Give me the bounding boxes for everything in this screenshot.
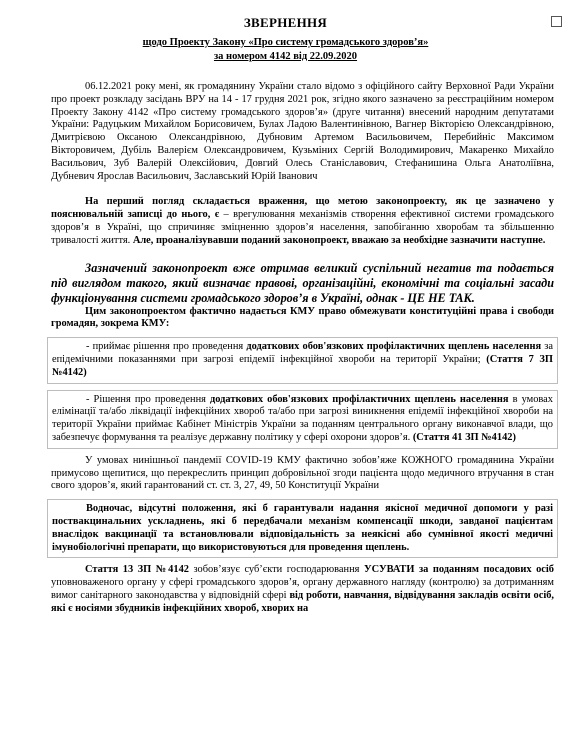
text-regular: - приймає рішення про проведення [86,341,247,353]
text-bold: Стаття 13 ЗП №4142 [85,564,189,576]
text-bold: додаткових обов'язкових профілактичних щеплень населення [210,393,509,405]
paragraph-article-13 [51,564,554,615]
document-title: ЗВЕРНЕННЯ [243,15,328,30]
document-body [51,81,554,616]
text-bold: (Стаття 41 ЗП №4142) [412,431,516,443]
text-regular: - Рішення про проведення [86,393,211,405]
text-regular: за епідемічними показаннями при загрозі епідемії інфекційної хвороби на території України; [52,341,553,365]
text-bold: додаткових обов'язкових профілактичних щеплень населення [246,341,542,353]
text-bold: На перший погляд складається враження, що метою законопроекту, як це зазначено у пояснювальній записці до нього, є [51,196,554,221]
text-regular: в умовах елімінації та/або ліквідації інфекційних хвороб та/або при загрозі виникнення епідемії інфекційної хвороби на території України приймає Кабінет Міністрів України за поданням центрального органу виконавчої влади, що забезпечує формування та реалізує державну політику у сфері охорони здоров’я. [52,393,553,443]
text-bold: (Стаття 7 ЗП №4142) [52,353,553,378]
text-bold: УСУВАТИ за поданням посадових осіб [363,564,554,576]
bullet-article-41 [47,390,558,449]
text-bold: Але, проаналізувавши поданий законопроект, вважаю за необхідне зазначити наступне. [132,234,546,246]
text-regular: уповноваженого органу у сфері громадського здоров’я, органу державного нагляду (контролю) за дотриманням вимог санітарного законодавства у відповідній сфері [51,577,554,601]
subtitle-line-1: щодо Проекту Закону «Про систему громадського здоров’я» [142,37,429,48]
paragraph-kmu-rights: Цим законопроектом фактично надається КМУ право обмежувати конституційні права і свободи громадян, зокрема КМУ: [51,305,554,330]
text-regular: – врегулювання механізмів створення ефективної системи громадського здоров’я в Україні, що спричиняє зміцненню здоров’я населення, запобіганню хворобам та збільшенню тривалості життя. [51,209,554,246]
text-bold: від роботи, навчання, відвідування закладів освіти осіб, які є носіями збудників інфекційних хвороб, хворих на [51,589,554,614]
paragraph-first-impression [51,196,554,247]
bullet-article-7 [47,337,558,383]
text-regular: зобов’язує суб’єкти господарювання [188,564,364,576]
paragraph-intro: 06.12.2021 року мені, як громадянину України стало відомо з офіційного сайту Верховної Ради України про проект розкладу засідань ВРУ на 14 - 17 грудня 2021 рок, згідно якого зазначено за реєстраційним номером Проекту Закону 4142 «Про систему громадського здоров’я» (друге читання) внесений народним депутатами України: Радуцьким Михайлом Борисовичем, Булах Ладою Валентинівною, Вагнер Вікторією Олександрівною, Дмитрієвою Оксаною Олександрівною, Дубновим Артемом Васильовичем, Перебийніс Максимом Вікторовичем, Дубіль Валерієм Олександровичем, Кузьміних Сергій Володимирович, Макаренко Михайло Васильович, Зуб Валерій Олексійович, Довгий Олесь Станіславович, Стефанишина Ольга Анатоліївна, Дубневич Ярослав Васильович, Заславський Юрій Іванович [51,81,554,182]
paragraph-no-guarantees: Водночас, відсутні положення, які б гарантували надання якісної медичної допомоги у разі поствакцинальних ускладнень, які б передбачали механізм компенсації шкоди, завданої пацієнтам внаслідок вакцинації та встановлювали відповідальність за неякісні або сумнівної якості медичні імунобіологічні препарати, що використовуються для проведення щеплень. [47,499,558,558]
paragraph-negative-feedback: Зазначений законопроект вже отримав великий суспільний негатив та подається під виглядом такого, який визначає правові, організаційні, економічні та соціальні засади функціонування системи громадського здоров’я в Україні, однак - ЦЕ НЕ ТАК. [51,260,554,305]
subtitle-line-2: за номером 4142 від 22.09.2020 [213,51,358,62]
document-subtitle [0,36,571,64]
paragraph-covid: У умовах нинішньої пандемії COVID-19 КМУ фактично зобов’яже КОЖНОГО громадянина України примусово щепитися, що перекреслить принцип добровільної згоди пацієнта щодо медичного втручання в стан свого здоров’я, який гарантований ст. ст. 3, 27, 49, 50 Конституції України [51,454,554,492]
